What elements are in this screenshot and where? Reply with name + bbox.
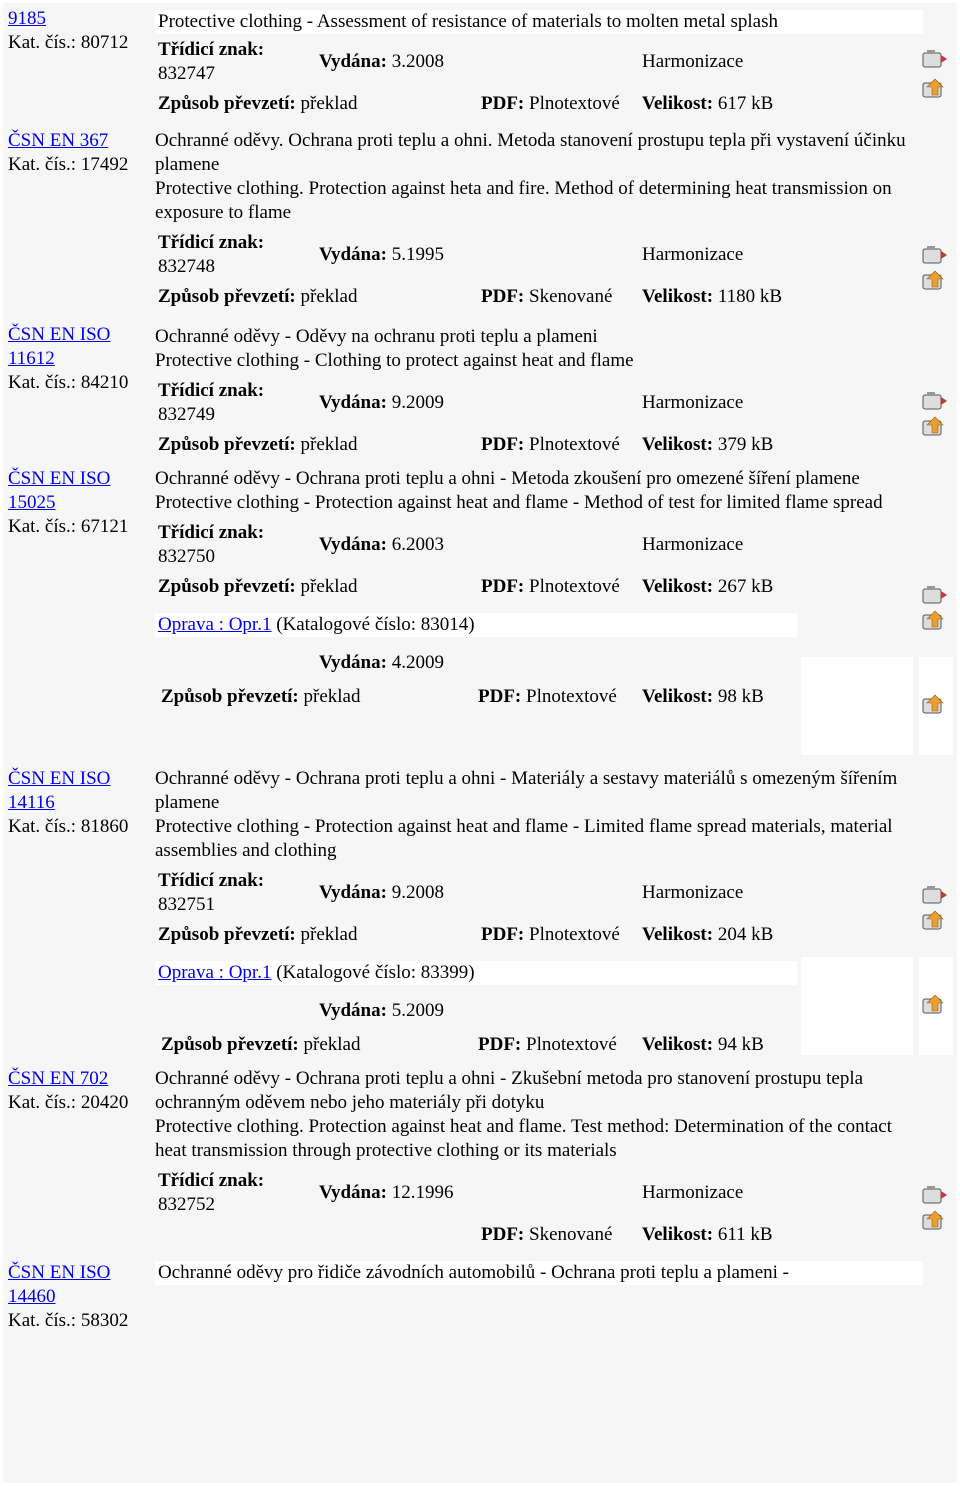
- standards-list: [3, 3, 957, 1483]
- title-cz: Ochranné oděvy - Ochrana proti teplu a ohni - Materiály a sestavy materiálů s omezeným šířením plamene: [155, 768, 898, 813]
- download-icon[interactable]: [921, 993, 949, 1017]
- correction-link[interactable]: Oprava : Opr.1: [158, 614, 272, 635]
- kat-number: 17492: [80, 154, 129, 175]
- kat-label: Kat. čís.:: [8, 1092, 77, 1113]
- harmonizace-label: Harmonizace: [642, 51, 744, 72]
- zpusob-value: překlad: [300, 286, 358, 307]
- kat-label: Kat. čís.:: [8, 516, 77, 537]
- title-cz: Ochranné oděvy. Ochrana proti teplu a ohni. Metoda stanovení prostupu tepla při vystavení účinku plamene: [155, 130, 906, 175]
- download-icon[interactable]: [921, 693, 949, 717]
- pdf-label: PDF:: [481, 286, 525, 307]
- standard-link[interactable]: 9185: [8, 8, 46, 29]
- velikost-label: Velikost:: [642, 434, 714, 455]
- kat-number: 67121: [80, 516, 129, 537]
- tz-label: Třídicí znak:: [158, 39, 265, 60]
- velikost-value: 94 kB: [717, 1034, 764, 1055]
- velikost-label: Velikost:: [642, 576, 714, 597]
- list-item: [3, 1261, 957, 1341]
- title-cz: Ochranné oděvy - Oděvy na ochranu proti teplu a plameni: [155, 326, 598, 347]
- standard-link[interactable]: ČSN EN 702: [8, 1068, 109, 1089]
- download-icon[interactable]: [921, 77, 949, 101]
- download-icon[interactable]: [921, 1209, 949, 1233]
- kat-number: 80712: [80, 32, 129, 53]
- download-icon[interactable]: [921, 415, 949, 439]
- velikost-value: 611 kB: [717, 1224, 773, 1245]
- correction-block: Oprava : Opr.1 (Katalogové číslo: 83014) Vydána: 4.2009 Způsob převzetí: překlad PDF: Plnotextové Velikost: 98 kB: [155, 613, 925, 713]
- title-en: Protective clothing - Assessment of resistance of materials to molten metal splash: [155, 10, 923, 34]
- pdf-value: Plnotextové: [529, 576, 620, 597]
- cart-add-icon[interactable]: [921, 883, 949, 907]
- velikost-value: 379 kB: [717, 434, 774, 455]
- tz-label: Třídicí znak:: [158, 380, 265, 401]
- pdf-value: Skenované: [529, 1224, 613, 1245]
- cart-add-icon[interactable]: [921, 243, 949, 267]
- download-icon[interactable]: [921, 909, 949, 933]
- pdf-value: Plnotextové: [526, 686, 617, 707]
- vydana-value: 5.1995: [391, 244, 444, 265]
- kat-label: Kat. čís.:: [8, 32, 77, 53]
- kat-number: 58302: [80, 1310, 129, 1331]
- title-cz: Ochranné oděvy - Ochrana proti teplu a ohni - Metoda zkoušení pro omezené šíření plamene: [155, 468, 860, 489]
- vydana-value: 5.2009: [391, 1000, 444, 1021]
- kat-label: Kat. čís.:: [8, 816, 77, 837]
- zpusob-label: Způsob převzetí:: [158, 924, 296, 945]
- tz-label: Třídicí znak:: [158, 1170, 265, 1191]
- katalog-value: 83399: [420, 962, 469, 983]
- harmonizace-label: Harmonizace: [642, 1182, 744, 1203]
- tz-value: 832749: [158, 404, 215, 425]
- vydana-label: Vydána:: [319, 51, 387, 72]
- standard-link[interactable]: ČSN EN 367: [8, 130, 109, 151]
- cart-add-icon[interactable]: [921, 47, 949, 71]
- download-icon[interactable]: [921, 269, 949, 293]
- katalog-value: 83014: [420, 614, 469, 635]
- list-item: [3, 323, 957, 463]
- list-item: [3, 767, 957, 1063]
- kat-label: Kat. čís.:: [8, 1310, 77, 1331]
- tz-value: 832747: [158, 63, 215, 84]
- pdf-value: Skenované: [529, 286, 613, 307]
- harmonizace-label: Harmonizace: [642, 392, 744, 413]
- tz-label: Třídicí znak:: [158, 232, 265, 253]
- title-cz: Ochranné oděvy pro řidiče závodních automobilů - Ochrana proti teplu a plameni -: [155, 1261, 923, 1285]
- pdf-value: Plnotextové: [526, 1034, 617, 1055]
- correction-link[interactable]: Oprava : Opr.1: [158, 962, 272, 983]
- zpusob-value: překlad: [303, 686, 361, 707]
- kat-label: Kat. čís.:: [8, 372, 77, 393]
- title-en: Protective clothing. Protection against heta and fire. Method of determining heat transmission on exposure to flame: [155, 178, 892, 223]
- tz-label: Třídicí znak:: [158, 870, 265, 891]
- vydana-label: Vydána:: [319, 534, 387, 555]
- katalog-label: Katalogové číslo:: [282, 614, 417, 635]
- velikost-value: 617 kB: [717, 93, 774, 114]
- download-icon[interactable]: [921, 609, 949, 633]
- zpusob-label: Způsob převzetí:: [158, 93, 296, 114]
- zpusob-value: překlad: [300, 434, 358, 455]
- velikost-value: 1180 kB: [717, 286, 783, 307]
- list-item: [3, 3, 957, 125]
- pdf-value: Plnotextové: [529, 93, 620, 114]
- pdf-label: PDF:: [481, 1224, 525, 1245]
- pdf-value: Plnotextové: [529, 924, 620, 945]
- tz-label: Třídicí znak:: [158, 522, 265, 543]
- velikost-value: 98 kB: [717, 686, 764, 707]
- kat-number: 81860: [80, 816, 129, 837]
- velikost-label: Velikost:: [642, 924, 714, 945]
- cart-add-icon[interactable]: [921, 1183, 949, 1207]
- velikost-value: 267 kB: [717, 576, 774, 597]
- pdf-label: PDF:: [481, 576, 525, 597]
- zpusob-label: Způsob převzetí:: [158, 576, 296, 597]
- tz-value: 832752: [158, 1194, 215, 1215]
- zpusob-label: Způsob převzetí:: [161, 1034, 299, 1055]
- zpusob-value: překlad: [300, 93, 358, 114]
- pdf-label: PDF:: [478, 1034, 522, 1055]
- vydana-value: 4.2009: [391, 652, 444, 673]
- vydana-label: Vydána:: [319, 1182, 387, 1203]
- cart-add-icon[interactable]: [921, 583, 949, 607]
- vydana-label: Vydána:: [319, 652, 387, 673]
- list-item: [3, 467, 957, 763]
- pdf-label: PDF:: [478, 686, 522, 707]
- harmonizace-label: Harmonizace: [642, 882, 744, 903]
- tz-value: 832750: [158, 546, 215, 567]
- standard-link[interactable]: ČSN EN ISO 11612: [8, 324, 111, 369]
- vydana-label: Vydána:: [319, 882, 387, 903]
- velikost-label: Velikost:: [642, 1034, 714, 1055]
- list-item: [3, 1067, 957, 1257]
- zpusob-value: překlad: [300, 576, 358, 597]
- vydana-label: Vydána:: [319, 244, 387, 265]
- velikost-label: Velikost:: [642, 93, 714, 114]
- kat-label: Kat. čís.:: [8, 154, 77, 175]
- standard-link[interactable]: ČSN EN ISO 15025: [8, 468, 111, 513]
- cart-add-icon[interactable]: [921, 389, 949, 413]
- correction-block: Oprava : Opr.1 (Katalogové číslo: 83399) Vydána: 5.2009 Způsob převzetí: překlad PDF: Plnotextové Velikost: 94 kB: [155, 961, 925, 1061]
- pdf-value: Plnotextové: [529, 434, 620, 455]
- zpusob-label: Způsob převzetí:: [158, 434, 296, 455]
- vydana-value: 3.2008: [391, 51, 444, 72]
- standard-link[interactable]: ČSN EN ISO 14460: [8, 1262, 111, 1307]
- list-item: [3, 129, 957, 317]
- velikost-value: 204 kB: [717, 924, 774, 945]
- pdf-label: PDF:: [481, 434, 525, 455]
- velikost-label: Velikost:: [642, 286, 714, 307]
- tz-value: 832748: [158, 256, 215, 277]
- vydana-value: 12.1996: [391, 1182, 454, 1203]
- pdf-label: PDF:: [481, 924, 525, 945]
- vydana-label: Vydána:: [319, 392, 387, 413]
- harmonizace-label: Harmonizace: [642, 244, 744, 265]
- title-en: Protective clothing. Protection against heat and flame. Test method: Determination of the contact heat transmission through protective clothing or its materials: [155, 1116, 892, 1161]
- title-en: Protective clothing - Protection against heat and flame - Limited flame spread materials, material assemblies and clothing: [155, 816, 893, 861]
- zpusob-label: Způsob převzetí:: [158, 286, 296, 307]
- zpusob-value: překlad: [303, 1034, 361, 1055]
- velikost-label: Velikost:: [642, 1224, 714, 1245]
- standard-link[interactable]: ČSN EN ISO 14116: [8, 768, 111, 813]
- title-cz: Ochranné oděvy - Ochrana proti teplu a ohni - Zkušební metoda pro stanovení prostupu tepla ochranným oděvem nebo jeho materiály při dotyku: [155, 1068, 864, 1113]
- tz-value: 832751: [158, 894, 215, 915]
- harmonizace-label: Harmonizace: [642, 534, 744, 555]
- vydana-value: 9.2008: [391, 882, 444, 903]
- vydana-value: 9.2009: [391, 392, 444, 413]
- title-en: Protective clothing - Protection against heat and flame - Method of test for limited flame spread: [155, 492, 883, 513]
- title-en: Protective clothing - Clothing to protect against heat and flame: [155, 350, 634, 371]
- vydana-label: Vydána:: [319, 1000, 387, 1021]
- zpusob-label: Způsob převzetí:: [161, 686, 299, 707]
- pdf-label: PDF:: [481, 93, 525, 114]
- vydana-value: 6.2003: [391, 534, 444, 555]
- kat-number: 84210: [80, 372, 129, 393]
- katalog-label: Katalogové číslo:: [282, 962, 417, 983]
- kat-number: 20420: [80, 1092, 129, 1113]
- zpusob-value: překlad: [300, 924, 358, 945]
- velikost-label: Velikost:: [642, 686, 714, 707]
